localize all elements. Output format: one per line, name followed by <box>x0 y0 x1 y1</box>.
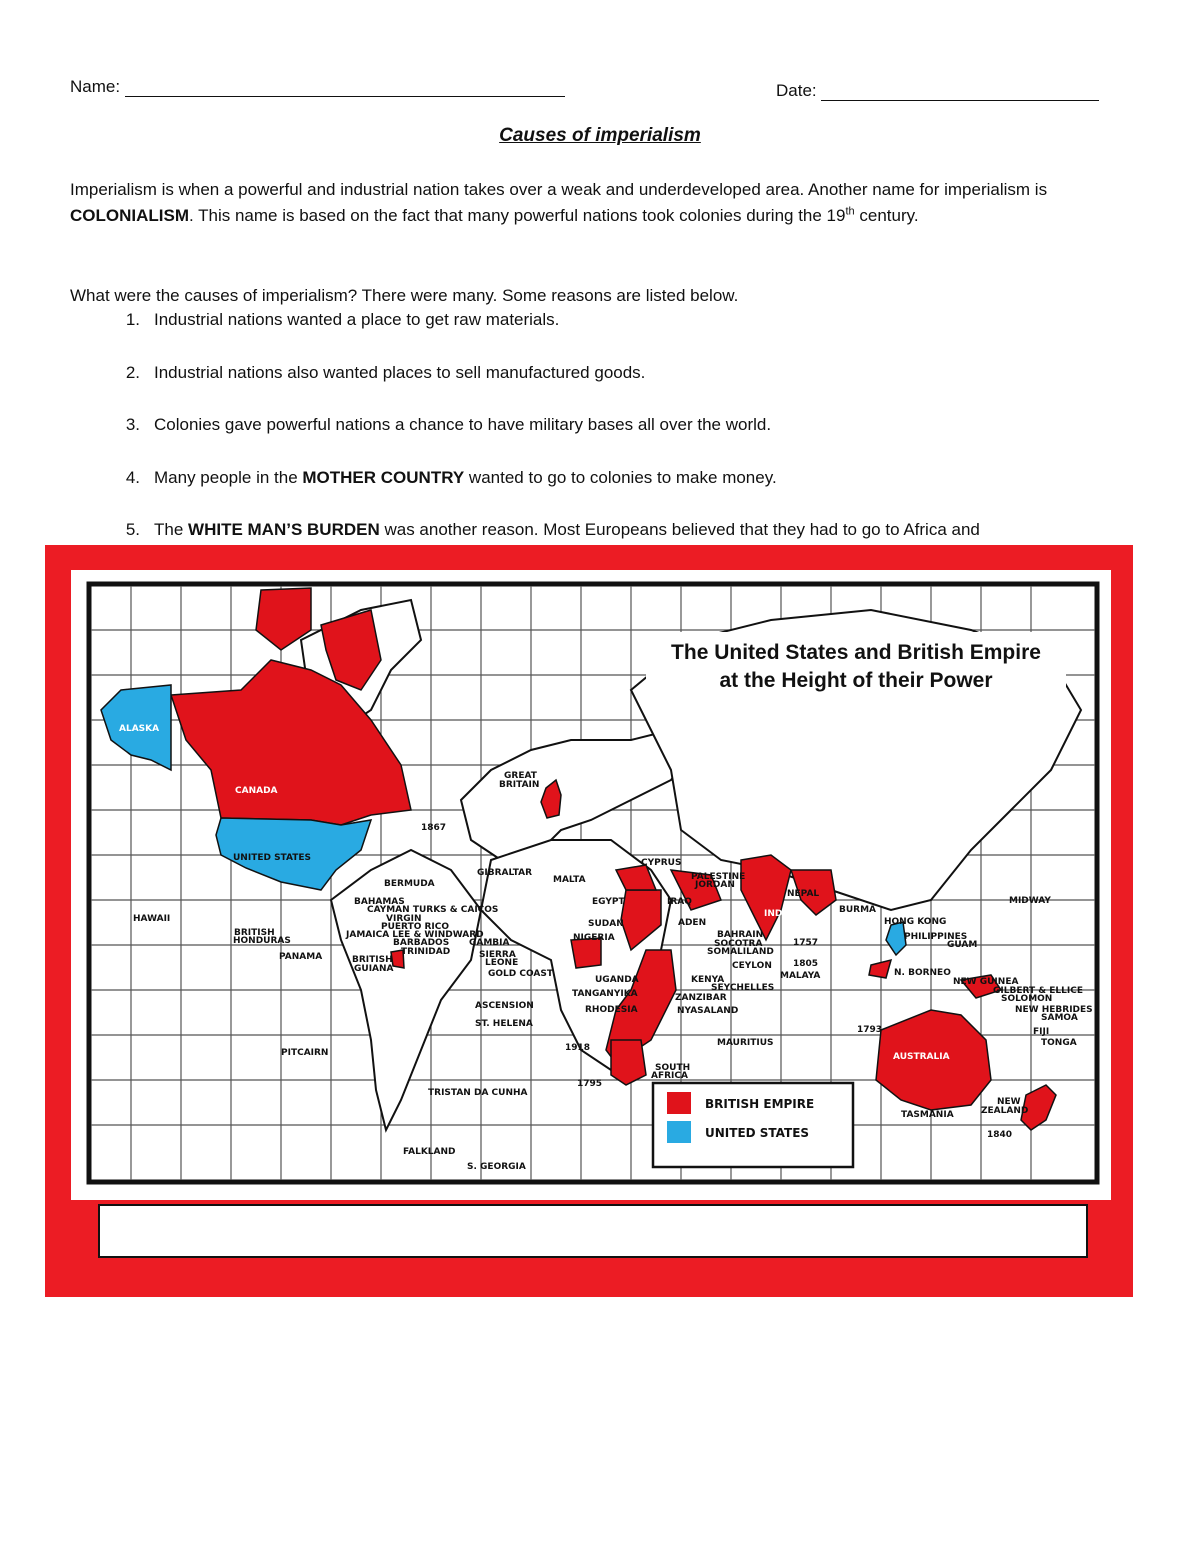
label-gambia: GAMBIA <box>469 938 510 948</box>
list-number: 1. <box>125 310 140 329</box>
label-seychelles: SEYCHELLES <box>711 983 775 993</box>
label-rhodesia: RHODESIA <box>585 1005 638 1015</box>
list-number: 5. <box>125 520 140 539</box>
label-burma: BURMA <box>839 905 877 915</box>
label-canada: CANADA <box>235 786 278 796</box>
label-trinidad: TRINIDAD <box>401 947 451 957</box>
label-1805: 1805 <box>793 959 819 969</box>
label-tonga: TONGA <box>1041 1038 1077 1048</box>
label-united-states: UNITED STATES <box>233 853 312 863</box>
list-item <box>70 415 771 435</box>
list-number: 4. <box>125 468 140 487</box>
label-socotra: SOCOTRA <box>714 939 763 949</box>
label-puerto-rico: PUERTO RICO <box>381 922 450 932</box>
label-alaska: ALASKA <box>119 724 160 734</box>
label-mauritius: MAURITIUS <box>717 1038 774 1048</box>
legend-british-label: BRITISH EMPIRE <box>705 1097 815 1111</box>
label-hong-kong: HONG KONG <box>884 917 947 927</box>
map-title-line2: at the Height of their Power <box>719 669 993 692</box>
intro-text-1: Imperialism is when a powerful and industrial nation takes over a weak and underdeveloped area. Another name for imperialism is <box>70 180 1048 199</box>
date-blank[interactable] <box>821 82 1099 101</box>
label-gibraltar: GIBRALTAR <box>477 868 533 878</box>
label-cayman: CAYMAN TURKS & CAICOS <box>367 905 499 915</box>
label-south-africa-2: AFRICA <box>651 1071 688 1081</box>
label-falkland: FALKLAND <box>403 1147 456 1157</box>
label-aden: ADEN <box>678 918 707 928</box>
map-title-line1: The United States and British Empire <box>671 641 1041 664</box>
list-item <box>70 363 645 383</box>
list-text: Many people in the MOTHER COUNTRY wanted to go to colonies to make money. <box>154 468 777 487</box>
list-item <box>70 520 980 540</box>
label-1793: 1793 <box>857 1025 883 1035</box>
label-s-georgia: S. GEORGIA <box>467 1162 526 1172</box>
list-text: Colonies gave powerful nations a chance to have military bases all over the world. <box>154 415 772 434</box>
label-sierra-2: LEONE <box>485 958 519 968</box>
label-st-helena: ST. HELENA <box>475 1019 533 1029</box>
label-new-guinea: NEW GUINEA <box>953 977 1019 987</box>
label-british-honduras-1: BRITISH <box>234 928 275 938</box>
label-midway: MIDWAY <box>1009 896 1051 906</box>
label-gold-coast: GOLD COAST <box>488 969 553 979</box>
legend-british-swatch <box>667 1092 691 1114</box>
label-bahamas: BAHAMAS <box>354 897 405 907</box>
label-guam: GUAM <box>947 940 978 950</box>
name-blank[interactable] <box>125 78 565 97</box>
south-africa-shape <box>611 1040 646 1085</box>
label-zanzibar: ZANZIBAR <box>675 993 727 1003</box>
label-nigeria: NIGERIA <box>573 933 615 943</box>
label-ceylon: CEYLON <box>732 961 772 971</box>
intro-superscript: th <box>845 205 855 218</box>
question-text: What were the causes of imperialism? There were many. Some reasons are listed below. <box>70 286 739 305</box>
page-title: Causes of imperialism <box>499 125 701 146</box>
date-label: Date: <box>776 81 817 100</box>
label-british-honduras-2: HONDURAS <box>233 936 291 946</box>
intro-text-2: . This name is based on the fact that many powerful nations took colonies during the 19 <box>189 206 846 225</box>
label-cyprus: CYPRUS <box>641 858 682 868</box>
label-pitcairn: PITCAIRN <box>281 1048 329 1058</box>
label-new-zealand-1: NEW <box>997 1097 1021 1107</box>
label-fiji: FIJI <box>1033 1027 1050 1037</box>
label-british-guiana-2: GUIANA <box>354 964 394 974</box>
label-tasmania: TASMANIA <box>901 1110 954 1120</box>
label-1840: 1840 <box>987 1130 1013 1140</box>
label-1918: 1918 <box>565 1043 591 1053</box>
label-uganda: UGANDA <box>595 975 639 985</box>
label-great-britain-2: BRITAIN <box>499 780 540 790</box>
intro-term: COLONIALISM <box>70 206 189 225</box>
label-virgin: VIRGIN <box>386 914 422 924</box>
list-item <box>70 310 559 330</box>
label-ascension: ASCENSION <box>475 1001 534 1011</box>
list-text: Industrial nations wanted a place to get raw materials. <box>154 310 560 329</box>
list-text: The WHITE MAN’S BURDEN was another reason. Most Europeans believed that they had to go to Africa and <box>154 520 980 539</box>
legend-us-label: UNITED STATES <box>705 1126 810 1140</box>
label-philippines: PHILIPPINES <box>904 932 968 942</box>
date-field[interactable] <box>776 81 1099 101</box>
label-palestine: PALESTINE <box>691 872 746 882</box>
label-new-zealand-2: ZEALAND <box>981 1106 1029 1116</box>
label-gilbert: GILBERT & ELLICE <box>993 986 1083 996</box>
label-solomon: SOLOMON <box>1001 994 1053 1004</box>
label-kenya: KENYA <box>691 975 725 985</box>
label-tanganyika: TANGANYIKA <box>572 989 638 999</box>
label-samoa: SAMOA <box>1041 1013 1078 1023</box>
label-great-britain-1: GREAT <box>504 771 537 781</box>
list-number: 2. <box>125 363 140 382</box>
label-jordan: JORDAN <box>695 880 735 890</box>
label-n-borneo: N. BORNEO <box>894 968 951 978</box>
world-map <box>71 570 1111 1200</box>
name-field[interactable] <box>70 77 565 97</box>
label-1795: 1795 <box>577 1079 603 1089</box>
label-sierra-1: SIERRA <box>479 950 516 960</box>
label-1867: 1867 <box>421 823 447 833</box>
label-malaya: MALAYA <box>780 971 821 981</box>
label-egypt: EGYPT <box>592 897 625 907</box>
intro-paragraph <box>70 177 1130 229</box>
label-tristan: TRISTAN DA CUNHA <box>428 1088 528 1098</box>
label-nepal: NEPAL <box>787 889 820 899</box>
label-iraq: IRAQ <box>667 897 692 907</box>
label-sudan: SUDAN <box>588 919 624 929</box>
label-malta: MALTA <box>553 875 586 885</box>
label-hawaii: HAWAII <box>133 914 171 924</box>
label-bermuda: BERMUDA <box>384 879 435 889</box>
label-panama: PANAMA <box>279 952 323 962</box>
label-australia: AUSTRALIA <box>893 1052 950 1062</box>
label-new-hebrides: NEW HEBRIDES <box>1015 1005 1093 1015</box>
list-item <box>70 468 777 488</box>
name-label: Name: <box>70 77 121 96</box>
label-1757: 1757 <box>793 938 819 948</box>
label-india: INDIA <box>764 909 793 919</box>
label-british-guiana-1: BRITISH <box>352 955 393 965</box>
label-somaliland: SOMALILAND <box>707 947 774 957</box>
list-number: 3. <box>125 415 140 434</box>
label-nyasaland: NYASALAND <box>677 1006 739 1016</box>
map-caption-box[interactable] <box>98 1204 1088 1258</box>
world-map-svg <box>71 570 1111 1200</box>
label-bahrain: BAHRAIN <box>717 930 764 940</box>
legend-us-swatch <box>667 1121 691 1143</box>
label-south-africa-1: SOUTH <box>655 1063 691 1073</box>
list-text: Industrial nations also wanted places to sell manufactured goods. <box>154 363 646 382</box>
intro-text-3: century. <box>854 206 919 225</box>
label-jamaica: JAMAICA LEE & WINDWARD <box>346 930 484 940</box>
label-barbados: BARBADOS <box>393 938 450 948</box>
